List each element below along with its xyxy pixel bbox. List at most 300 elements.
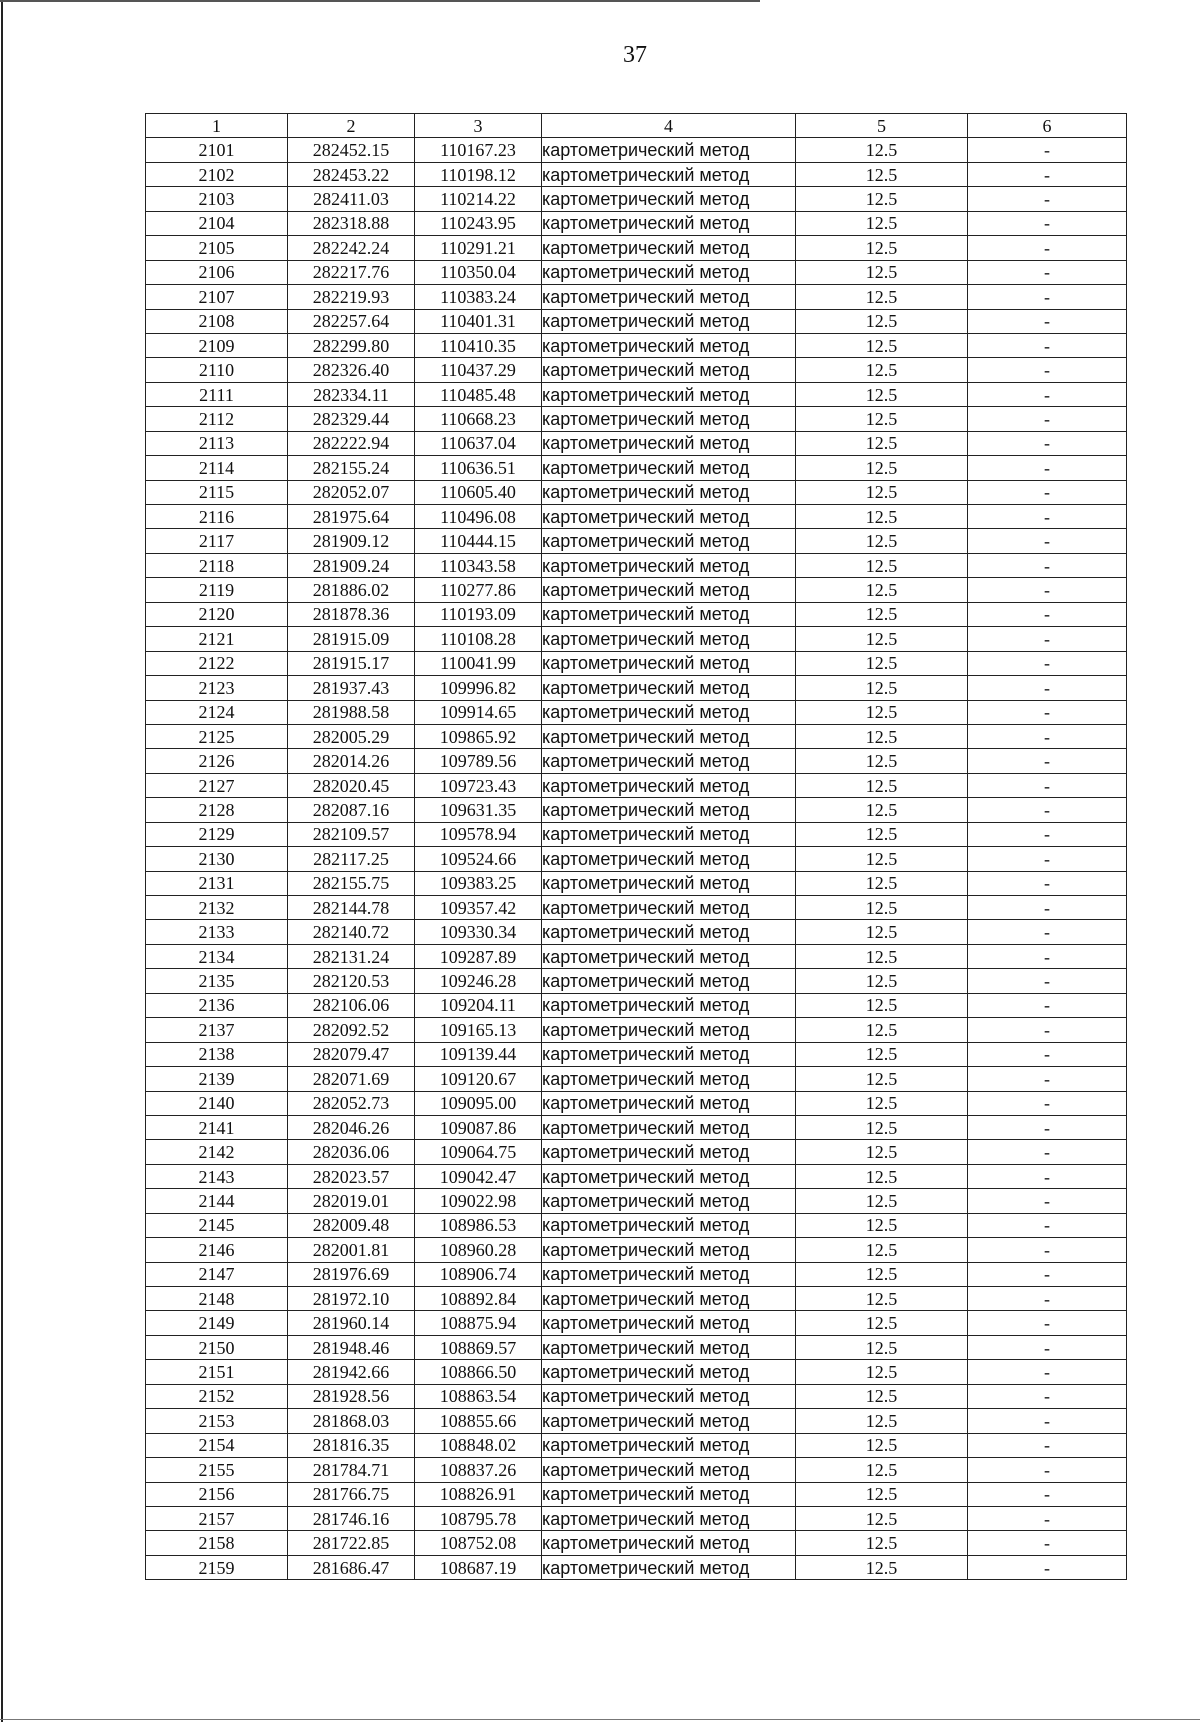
accuracy-cell: 12.5 <box>796 1213 968 1237</box>
point-number-cell: 2110 <box>146 358 288 382</box>
accuracy-cell: 12.5 <box>796 1335 968 1359</box>
y-coordinate-cell: 108795.78 <box>415 1506 542 1530</box>
point-number-cell: 2114 <box>146 456 288 480</box>
method-cell: картометрический метод <box>542 1458 796 1482</box>
method-cell: картометрический метод <box>542 1335 796 1359</box>
method-cell: картометрический метод <box>542 676 796 700</box>
x-coordinate-cell: 282009.48 <box>288 1213 415 1237</box>
table-row <box>146 1164 1127 1188</box>
remark-cell: - <box>968 944 1127 968</box>
method-cell: картометрический метод <box>542 431 796 455</box>
accuracy-cell: 12.5 <box>796 944 968 968</box>
accuracy-cell: 12.5 <box>796 1360 968 1384</box>
x-coordinate-cell: 281784.71 <box>288 1458 415 1482</box>
y-coordinate-cell: 109095.00 <box>415 1091 542 1115</box>
point-number-cell: 2123 <box>146 676 288 700</box>
point-number-cell: 2144 <box>146 1189 288 1213</box>
table-row <box>146 480 1127 504</box>
table-row <box>146 1482 1127 1506</box>
point-number-cell: 2122 <box>146 651 288 675</box>
point-number-cell: 2111 <box>146 382 288 406</box>
point-number-cell: 2146 <box>146 1238 288 1262</box>
method-cell: картометрический метод <box>542 480 796 504</box>
y-coordinate-cell: 110277.86 <box>415 578 542 602</box>
page-number: 37 <box>623 42 647 68</box>
y-coordinate-cell: 110291.21 <box>415 236 542 260</box>
y-coordinate-cell: 109064.75 <box>415 1140 542 1164</box>
table-row <box>146 1384 1127 1408</box>
accuracy-cell: 12.5 <box>796 1311 968 1335</box>
table-row <box>146 1360 1127 1384</box>
y-coordinate-cell: 109789.56 <box>415 749 542 773</box>
scan-border-top <box>0 0 760 2</box>
method-cell: картометрический метод <box>542 1311 796 1335</box>
remark-cell: - <box>968 211 1127 235</box>
y-coordinate-cell: 109996.82 <box>415 676 542 700</box>
point-number-cell: 2112 <box>146 407 288 431</box>
method-cell: картометрический метод <box>542 847 796 871</box>
method-cell: картометрический метод <box>542 211 796 235</box>
x-coordinate-cell: 282326.40 <box>288 358 415 382</box>
y-coordinate-cell: 109204.11 <box>415 993 542 1017</box>
point-number-cell: 2132 <box>146 896 288 920</box>
remark-cell: - <box>968 1091 1127 1115</box>
remark-cell: - <box>968 529 1127 553</box>
method-cell: картометрический метод <box>542 333 796 357</box>
y-coordinate-cell: 110198.12 <box>415 162 542 186</box>
accuracy-cell: 12.5 <box>796 578 968 602</box>
table-row <box>146 602 1127 626</box>
accuracy-cell: 12.5 <box>796 1262 968 1286</box>
remark-cell: - <box>968 309 1127 333</box>
table-row <box>146 822 1127 846</box>
point-number-cell: 2159 <box>146 1555 288 1579</box>
method-cell: картометрический метод <box>542 871 796 895</box>
y-coordinate-cell: 110108.28 <box>415 627 542 651</box>
y-coordinate-cell: 110437.29 <box>415 358 542 382</box>
point-number-cell: 2137 <box>146 1018 288 1042</box>
point-number-cell: 2133 <box>146 920 288 944</box>
x-coordinate-cell: 282046.26 <box>288 1115 415 1139</box>
method-cell: картометрический метод <box>542 1531 796 1555</box>
method-cell: картометрический метод <box>542 798 796 822</box>
point-number-cell: 2107 <box>146 285 288 309</box>
x-coordinate-cell: 282001.81 <box>288 1238 415 1262</box>
point-number-cell: 2136 <box>146 993 288 1017</box>
point-number-cell: 2140 <box>146 1091 288 1115</box>
table-row <box>146 676 1127 700</box>
accuracy-cell: 12.5 <box>796 1164 968 1188</box>
point-number-cell: 2119 <box>146 578 288 602</box>
remark-cell: - <box>968 749 1127 773</box>
x-coordinate-cell: 282155.24 <box>288 456 415 480</box>
x-coordinate-cell: 281722.85 <box>288 1531 415 1555</box>
remark-cell: - <box>968 700 1127 724</box>
x-coordinate-cell: 281972.10 <box>288 1287 415 1311</box>
table-row <box>146 1506 1127 1530</box>
point-number-cell: 2124 <box>146 700 288 724</box>
method-cell: картометрический метод <box>542 1115 796 1139</box>
remark-cell: - <box>968 822 1127 846</box>
accuracy-cell: 12.5 <box>796 236 968 260</box>
point-number-cell: 2102 <box>146 162 288 186</box>
method-cell: картометрический метод <box>542 529 796 553</box>
y-coordinate-cell: 109246.28 <box>415 969 542 993</box>
remark-cell: - <box>968 1115 1127 1139</box>
method-cell: картометрический метод <box>542 187 796 211</box>
table-row <box>146 358 1127 382</box>
accuracy-cell: 12.5 <box>796 480 968 504</box>
remark-cell: - <box>968 1335 1127 1359</box>
accuracy-cell: 12.5 <box>796 993 968 1017</box>
remark-cell: - <box>968 847 1127 871</box>
x-coordinate-cell: 281816.35 <box>288 1433 415 1457</box>
remark-cell: - <box>968 1555 1127 1579</box>
y-coordinate-cell: 109042.47 <box>415 1164 542 1188</box>
x-coordinate-cell: 281686.47 <box>288 1555 415 1579</box>
x-coordinate-cell: 282299.80 <box>288 333 415 357</box>
point-number-cell: 2103 <box>146 187 288 211</box>
method-cell: картометрический метод <box>542 1067 796 1091</box>
table-row <box>146 285 1127 309</box>
table-row <box>146 1091 1127 1115</box>
remark-cell: - <box>968 920 1127 944</box>
y-coordinate-cell: 109578.94 <box>415 822 542 846</box>
point-number-cell: 2120 <box>146 602 288 626</box>
table-row <box>146 1067 1127 1091</box>
table-row <box>146 578 1127 602</box>
x-coordinate-cell: 281868.03 <box>288 1409 415 1433</box>
accuracy-cell: 12.5 <box>796 407 968 431</box>
y-coordinate-cell: 108875.94 <box>415 1311 542 1335</box>
accuracy-cell: 12.5 <box>796 456 968 480</box>
remark-cell: - <box>968 407 1127 431</box>
method-cell: картометрический метод <box>542 456 796 480</box>
method-cell: картометрический метод <box>542 236 796 260</box>
x-coordinate-cell: 282217.76 <box>288 260 415 284</box>
remark-cell: - <box>968 724 1127 748</box>
point-number-cell: 2129 <box>146 822 288 846</box>
accuracy-cell: 12.5 <box>796 1506 968 1530</box>
point-number-cell: 2150 <box>146 1335 288 1359</box>
column-header: 6 <box>968 114 1127 138</box>
x-coordinate-cell: 281915.09 <box>288 627 415 651</box>
x-coordinate-cell: 281948.46 <box>288 1335 415 1359</box>
table-row <box>146 138 1127 162</box>
x-coordinate-cell: 281746.16 <box>288 1506 415 1530</box>
accuracy-cell: 12.5 <box>796 1091 968 1115</box>
point-number-cell: 2135 <box>146 969 288 993</box>
method-cell: картометрический метод <box>542 1018 796 1042</box>
method-cell: картометрический метод <box>542 1433 796 1457</box>
remark-cell: - <box>968 1213 1127 1237</box>
accuracy-cell: 12.5 <box>796 431 968 455</box>
accuracy-cell: 12.5 <box>796 309 968 333</box>
table-row <box>146 529 1127 553</box>
x-coordinate-cell: 281909.12 <box>288 529 415 553</box>
remark-cell: - <box>968 480 1127 504</box>
method-cell: картометрический метод <box>542 1189 796 1213</box>
x-coordinate-cell: 282117.25 <box>288 847 415 871</box>
remark-cell: - <box>968 1140 1127 1164</box>
y-coordinate-cell: 108960.28 <box>415 1238 542 1262</box>
y-coordinate-cell: 110401.31 <box>415 309 542 333</box>
accuracy-cell: 12.5 <box>796 871 968 895</box>
table-row <box>146 1335 1127 1359</box>
x-coordinate-cell: 282144.78 <box>288 896 415 920</box>
method-cell: картометрический метод <box>542 1262 796 1286</box>
x-coordinate-cell: 282052.73 <box>288 1091 415 1115</box>
accuracy-cell: 12.5 <box>796 1115 968 1139</box>
accuracy-cell: 12.5 <box>796 162 968 186</box>
y-coordinate-cell: 110383.24 <box>415 285 542 309</box>
x-coordinate-cell: 282071.69 <box>288 1067 415 1091</box>
y-coordinate-cell: 110637.04 <box>415 431 542 455</box>
table-row <box>146 1555 1127 1579</box>
y-coordinate-cell: 109139.44 <box>415 1042 542 1066</box>
method-cell: картометрический метод <box>542 553 796 577</box>
y-coordinate-cell: 108855.66 <box>415 1409 542 1433</box>
method-cell: картометрический метод <box>542 505 796 529</box>
table-row <box>146 553 1127 577</box>
y-coordinate-cell: 109330.34 <box>415 920 542 944</box>
method-cell: картометрический метод <box>542 822 796 846</box>
table-header <box>146 114 1127 138</box>
x-coordinate-cell: 282242.24 <box>288 236 415 260</box>
accuracy-cell: 12.5 <box>796 1189 968 1213</box>
remark-cell: - <box>968 1458 1127 1482</box>
accuracy-cell: 12.5 <box>796 773 968 797</box>
method-cell: картометрический метод <box>542 700 796 724</box>
table-row <box>146 798 1127 822</box>
y-coordinate-cell: 110444.15 <box>415 529 542 553</box>
point-number-cell: 2158 <box>146 1531 288 1555</box>
x-coordinate-cell: 282109.57 <box>288 822 415 846</box>
point-number-cell: 2121 <box>146 627 288 651</box>
accuracy-cell: 12.5 <box>796 1433 968 1457</box>
method-cell: картометрический метод <box>542 1091 796 1115</box>
accuracy-cell: 12.5 <box>796 187 968 211</box>
y-coordinate-cell: 110193.09 <box>415 602 542 626</box>
point-number-cell: 2139 <box>146 1067 288 1091</box>
table-row <box>146 431 1127 455</box>
point-number-cell: 2126 <box>146 749 288 773</box>
x-coordinate-cell: 281960.14 <box>288 1311 415 1335</box>
x-coordinate-cell: 282092.52 <box>288 1018 415 1042</box>
x-coordinate-cell: 282087.16 <box>288 798 415 822</box>
table-row <box>146 1018 1127 1042</box>
x-coordinate-cell: 281937.43 <box>288 676 415 700</box>
x-coordinate-cell: 282014.26 <box>288 749 415 773</box>
remark-cell: - <box>968 578 1127 602</box>
table-row <box>146 1042 1127 1066</box>
point-number-cell: 2152 <box>146 1384 288 1408</box>
point-number-cell: 2125 <box>146 724 288 748</box>
y-coordinate-cell: 109631.35 <box>415 798 542 822</box>
x-coordinate-cell: 282106.06 <box>288 993 415 1017</box>
remark-cell: - <box>968 162 1127 186</box>
y-coordinate-cell: 108892.84 <box>415 1287 542 1311</box>
method-cell: картометрический метод <box>542 1482 796 1506</box>
remark-cell: - <box>968 333 1127 357</box>
table-row <box>146 969 1127 993</box>
y-coordinate-cell: 108752.08 <box>415 1531 542 1555</box>
point-number-cell: 2116 <box>146 505 288 529</box>
x-coordinate-cell: 282036.06 <box>288 1140 415 1164</box>
method-cell: картометрический метод <box>542 1360 796 1384</box>
accuracy-cell: 12.5 <box>796 651 968 675</box>
y-coordinate-cell: 108986.53 <box>415 1213 542 1237</box>
method-cell: картометрический метод <box>542 724 796 748</box>
column-header: 4 <box>542 114 796 138</box>
method-cell: картометрический метод <box>542 285 796 309</box>
table-row <box>146 1433 1127 1457</box>
remark-cell: - <box>968 773 1127 797</box>
accuracy-cell: 12.5 <box>796 1555 968 1579</box>
method-cell: картометрический метод <box>542 1287 796 1311</box>
method-cell: картометрический метод <box>542 969 796 993</box>
y-coordinate-cell: 108869.57 <box>415 1335 542 1359</box>
point-number-cell: 2128 <box>146 798 288 822</box>
y-coordinate-cell: 108863.54 <box>415 1384 542 1408</box>
table-row <box>146 187 1127 211</box>
x-coordinate-cell: 281975.64 <box>288 505 415 529</box>
accuracy-cell: 12.5 <box>796 382 968 406</box>
y-coordinate-cell: 108826.91 <box>415 1482 542 1506</box>
method-cell: картометрический метод <box>542 1555 796 1579</box>
point-number-cell: 2155 <box>146 1458 288 1482</box>
remark-cell: - <box>968 798 1127 822</box>
table-row <box>146 1311 1127 1335</box>
point-number-cell: 2101 <box>146 138 288 162</box>
x-coordinate-cell: 281976.69 <box>288 1262 415 1286</box>
remark-cell: - <box>968 896 1127 920</box>
x-coordinate-cell: 282329.44 <box>288 407 415 431</box>
accuracy-cell: 12.5 <box>796 1458 968 1482</box>
method-cell: картометрический метод <box>542 578 796 602</box>
y-coordinate-cell: 109914.65 <box>415 700 542 724</box>
table-row <box>146 1287 1127 1311</box>
remark-cell: - <box>968 553 1127 577</box>
remark-cell: - <box>968 1287 1127 1311</box>
accuracy-cell: 12.5 <box>796 602 968 626</box>
table-row <box>146 749 1127 773</box>
x-coordinate-cell: 282219.93 <box>288 285 415 309</box>
table-row <box>146 211 1127 235</box>
table-row <box>146 1140 1127 1164</box>
y-coordinate-cell: 109723.43 <box>415 773 542 797</box>
remark-cell: - <box>968 1409 1127 1433</box>
table-row <box>146 407 1127 431</box>
method-cell: картометрический метод <box>542 1409 796 1433</box>
point-number-cell: 2148 <box>146 1287 288 1311</box>
remark-cell: - <box>968 602 1127 626</box>
table-row <box>146 1238 1127 1262</box>
x-coordinate-cell: 282052.07 <box>288 480 415 504</box>
x-coordinate-cell: 282140.72 <box>288 920 415 944</box>
accuracy-cell: 12.5 <box>796 798 968 822</box>
accuracy-cell: 12.5 <box>796 1018 968 1042</box>
header-row <box>146 114 1127 138</box>
x-coordinate-cell: 282334.11 <box>288 382 415 406</box>
accuracy-cell: 12.5 <box>796 1384 968 1408</box>
x-coordinate-cell: 281988.58 <box>288 700 415 724</box>
accuracy-cell: 12.5 <box>796 553 968 577</box>
method-cell: картометрический метод <box>542 627 796 651</box>
method-cell: картометрический метод <box>542 1213 796 1237</box>
method-cell: картометрический метод <box>542 944 796 968</box>
column-header: 5 <box>796 114 968 138</box>
point-number-cell: 2106 <box>146 260 288 284</box>
method-cell: картометрический метод <box>542 773 796 797</box>
x-coordinate-cell: 282019.01 <box>288 1189 415 1213</box>
point-number-cell: 2149 <box>146 1311 288 1335</box>
remark-cell: - <box>968 1360 1127 1384</box>
y-coordinate-cell: 109357.42 <box>415 896 542 920</box>
table-row <box>146 700 1127 724</box>
remark-cell: - <box>968 651 1127 675</box>
x-coordinate-cell: 282079.47 <box>288 1042 415 1066</box>
table-row <box>146 1262 1127 1286</box>
remark-cell: - <box>968 1311 1127 1335</box>
table-row <box>146 1213 1127 1237</box>
point-number-cell: 2142 <box>146 1140 288 1164</box>
accuracy-cell: 12.5 <box>796 822 968 846</box>
remark-cell: - <box>968 1433 1127 1457</box>
accuracy-cell: 12.5 <box>796 260 968 284</box>
point-number-cell: 2130 <box>146 847 288 871</box>
method-cell: картометрический метод <box>542 138 796 162</box>
accuracy-cell: 12.5 <box>796 1409 968 1433</box>
x-coordinate-cell: 282023.57 <box>288 1164 415 1188</box>
accuracy-cell: 12.5 <box>796 1140 968 1164</box>
x-coordinate-cell: 281886.02 <box>288 578 415 602</box>
y-coordinate-cell: 108848.02 <box>415 1433 542 1457</box>
y-coordinate-cell: 109087.86 <box>415 1115 542 1139</box>
method-cell: картометрический метод <box>542 896 796 920</box>
remark-cell: - <box>968 456 1127 480</box>
point-number-cell: 2153 <box>146 1409 288 1433</box>
x-coordinate-cell: 282411.03 <box>288 187 415 211</box>
x-coordinate-cell: 282120.53 <box>288 969 415 993</box>
method-cell: картометрический метод <box>542 1238 796 1262</box>
table-row <box>146 847 1127 871</box>
coordinates-table <box>145 113 1127 1580</box>
remark-cell: - <box>968 1164 1127 1188</box>
x-coordinate-cell: 282131.24 <box>288 944 415 968</box>
remark-cell: - <box>968 993 1127 1017</box>
table-row <box>146 896 1127 920</box>
point-number-cell: 2154 <box>146 1433 288 1457</box>
remark-cell: - <box>968 1189 1127 1213</box>
remark-cell: - <box>968 969 1127 993</box>
x-coordinate-cell: 281942.66 <box>288 1360 415 1384</box>
y-coordinate-cell: 110167.23 <box>415 138 542 162</box>
remark-cell: - <box>968 1042 1127 1066</box>
scan-border-bottom <box>0 1719 1200 1720</box>
y-coordinate-cell: 110668.23 <box>415 407 542 431</box>
point-number-cell: 2117 <box>146 529 288 553</box>
accuracy-cell: 12.5 <box>796 1042 968 1066</box>
x-coordinate-cell: 281909.24 <box>288 553 415 577</box>
accuracy-cell: 12.5 <box>796 333 968 357</box>
x-coordinate-cell: 282222.94 <box>288 431 415 455</box>
accuracy-cell: 12.5 <box>796 1238 968 1262</box>
point-number-cell: 2113 <box>146 431 288 455</box>
column-header: 3 <box>415 114 542 138</box>
table-row <box>146 382 1127 406</box>
table-row <box>146 651 1127 675</box>
